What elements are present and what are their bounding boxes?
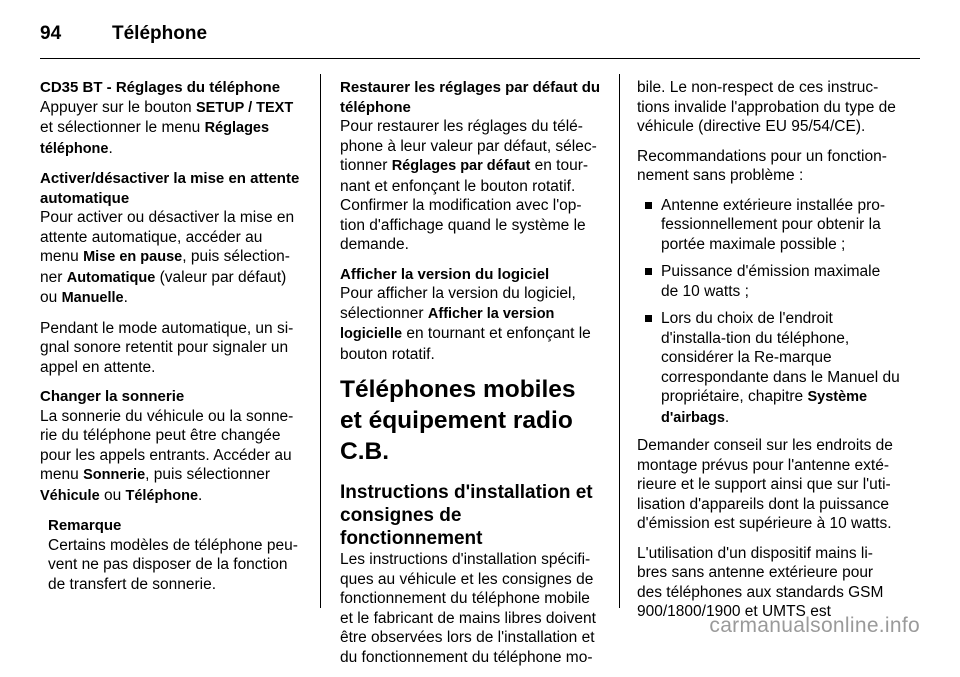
header-rule xyxy=(40,58,920,59)
watermark: carmanualsonline.info xyxy=(709,614,920,637)
paragraph-cd35: Appuyer sur le bouton SETUP / TEXT et sélectionner le menu Réglages téléphone. xyxy=(40,98,294,157)
page-number: 94 xyxy=(40,23,62,44)
list-item: Lors du choix de l'endroit d'installa-tion du téléphone, considérer la Re-marque correspondante dans le Manuel du propriétaire, chapitre Système d'airbags. xyxy=(645,309,901,428)
column-divider-2 xyxy=(619,74,620,608)
paragraph-advice: Demander conseil sur les endroits de montage prévus pour l'antenne exté-rieure et le support ainsi que sur l'uti-lisation d'appareils dont la puissance d'émission est supérieure à 10 watts. xyxy=(637,437,893,532)
page-header xyxy=(40,14,207,54)
bullet-icon xyxy=(645,268,652,275)
paragraph-restore: Pour restaurer les réglages du télé-phone à leur valeur par défaut, sélec-tionner Réglages par défaut en tour-nant et enfonçant le bouton rotatif. Confirmer la modification avec l'op-tion d'affichage quand le système le demande. xyxy=(340,118,597,253)
bullet-icon xyxy=(645,202,652,209)
section-heading-mute: Activer/désactiver la mise en attente automatique xyxy=(40,170,300,207)
column-1 xyxy=(40,78,305,594)
paragraph-handsfree: L'utilisation d'un dispositif mains li-bres sans antenne extérieure pour des téléphones aux standards GSM 900/1800/1900 et UMTS est xyxy=(637,544,884,620)
paragraph-mute-2: Pendant le mode automatique, un si-gnal sonore retentit pour signaler un appel en attente. xyxy=(40,319,294,376)
list-item: Antenne extérieure installée pro-fessionnellement pour obtenir la portée maximale possible ; xyxy=(645,196,901,255)
bullet-icon xyxy=(645,315,652,322)
paragraph-mute: Pour activer ou désactiver la mise en attente automatique, accéder au menu Mise en pause, puis sélection-ner Automatique (valeur par défaut) ou Manuelle. xyxy=(40,209,295,306)
paragraph-install: Les instructions d'installation spécifi-ques au véhicule et les consignes de fonctionnement du téléphone mobile et le fabricant de mains libres doivent être observées lors de l'installation et du fonctionnement du téléphone mo- xyxy=(340,551,596,666)
chapter-title: Téléphone xyxy=(112,23,208,44)
column-2 xyxy=(340,78,604,677)
recommendation-list xyxy=(637,196,901,429)
section-heading-cd35: CD35 BT - Réglages du téléphone xyxy=(40,79,281,96)
column-divider-1 xyxy=(320,74,321,608)
paragraph-ring: La sonnerie du véhicule ou la sonne-rie du téléphone peut être changée pour les appels entrants. Accéder au menu Sonnerie, puis sélectionner Véhicule ou Téléphone. xyxy=(40,407,294,504)
chapter-heading: Téléphones mobiles et équipement radio C.B. xyxy=(340,376,576,465)
column-3 xyxy=(637,78,901,632)
section-heading-version: Afficher la version du logiciel xyxy=(340,265,550,283)
section-heading-restore: Restaurer les réglages par défaut du téléphone xyxy=(340,79,601,116)
section-heading-ring: Changer la sonnerie xyxy=(40,388,185,405)
paragraph-recommendations: Recommandations pour un fonction-nement sans problème : xyxy=(637,147,887,184)
note-text: Certains modèles de téléphone peu-vent ne pas disposer de la fonction de transfert de sonnerie. xyxy=(48,536,298,593)
paragraph-version: Pour afficher la version du logiciel, sélectionner Afficher la version logicielle en tournant et enfonçant le bouton rotatif. xyxy=(340,285,591,363)
note-heading: Remarque xyxy=(48,517,122,534)
paragraph-continued: bile. Le non-respect de ces instruc-tions invalide l'approbation du type de véhicule (directive EU 95/54/CE). xyxy=(637,79,896,135)
sub-heading: Instructions d'installation et consignes de fonctionnement xyxy=(340,482,593,549)
list-item: Puissance d'émission maximale de 10 watts ; xyxy=(645,262,901,301)
note-box xyxy=(48,516,305,594)
